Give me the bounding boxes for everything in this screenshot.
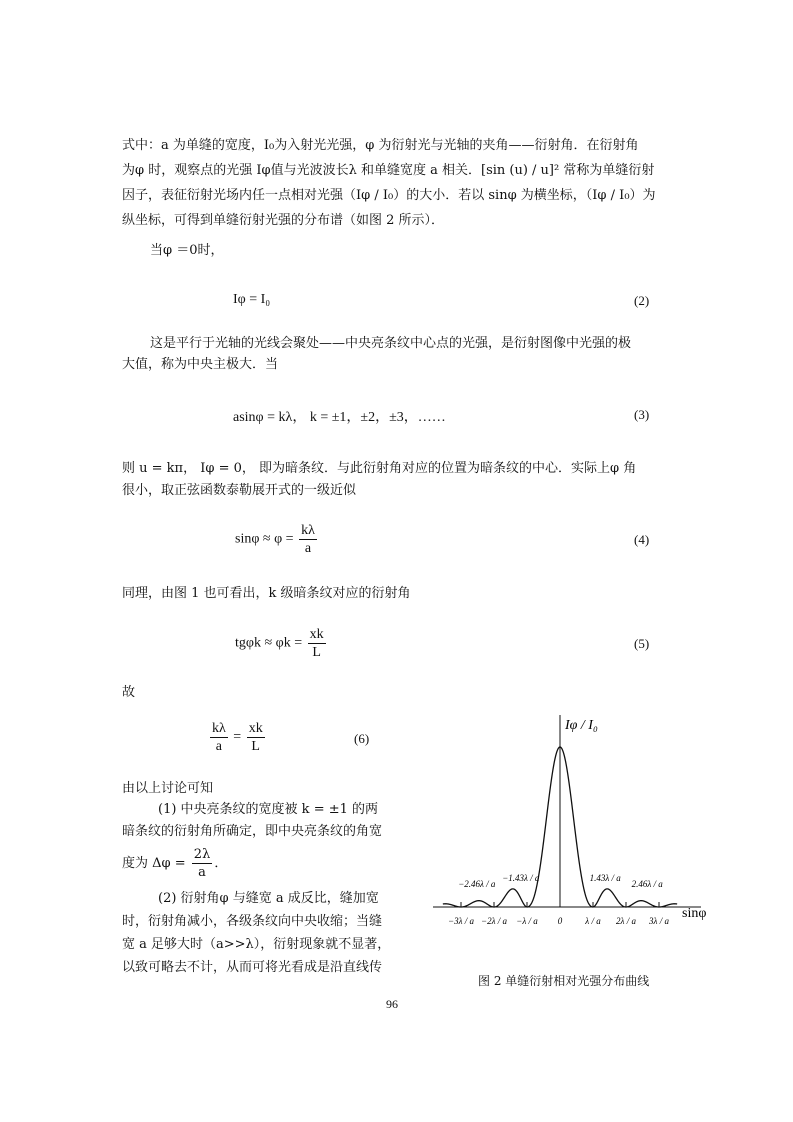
equation-5-fraction <box>308 626 326 661</box>
conclusion-2-line1: (2) 衍射角φ 与缝宽 a 成反比，缝加宽 <box>158 891 379 906</box>
equation-6-numerator-right: xk <box>248 721 263 736</box>
equation-4-number: (4) <box>634 532 650 547</box>
conclusion-1-numerator: 2λ <box>193 847 211 862</box>
conclusion-2-line2: 时，衍射角减小，各级条纹向中央收缩；当缝 <box>122 914 383 929</box>
paragraph3-line2: 很小，取正弦函数泰勒展开式的一级近似 <box>122 483 357 498</box>
when-phi-zero: 当φ ＝0时， <box>150 243 224 258</box>
x-tick-label: 3λ / a <box>649 916 669 926</box>
gu-word: 故 <box>122 685 136 700</box>
equation-6-numerator-left: kλ <box>212 721 226 736</box>
equation-5 <box>235 626 328 661</box>
paragraph1-line2: 为φ 时，观察点的光强 Iφ值与光波波长λ 和单缝宽度 a 相关．[sin (u) / u]² 常称为单缝衍射 <box>122 163 655 178</box>
diffraction-chart <box>425 705 725 940</box>
equation-3: asinφ = kλ， k = ±1，±2，±3，…… <box>233 410 446 425</box>
equation-6-fraction-right <box>247 720 265 755</box>
equation-4-fraction <box>299 522 317 557</box>
equation-6 <box>208 720 267 755</box>
conclusion-1-line3 <box>122 846 227 881</box>
paragraph2-line2: 大值，称为中央主极大．当 <box>122 357 279 372</box>
equation-6-denominator-right: L <box>251 739 260 754</box>
y-axis-label: Iφ / I₀ <box>565 718 598 733</box>
conclusion-1-prefix: 度为 Δφ = <box>122 856 186 871</box>
x-tick-label: 0 <box>557 916 563 926</box>
conclusion-1-line2: 暗条纹的衍射角所确定，即中央亮条纹的角宽 <box>122 824 383 839</box>
equation-2: Iφ = I₀ <box>233 292 271 307</box>
conclusion-2-line4: 以致可略去不计，从而可将光看成是沿直线传 <box>122 960 383 975</box>
equation-5-denominator: L <box>312 645 321 660</box>
paragraph1-line3: 因子，表征衍射光场内任一点相对光强（Iφ / I₀）的大小．若以 sinφ 为横坐标，（Iφ / I₀）为 <box>122 188 656 203</box>
x-tick-label: λ / a <box>585 916 601 926</box>
equation-3-number: (3) <box>634 407 650 422</box>
x-tick-label: −λ / a <box>516 916 538 926</box>
paragraph1-line1: 式中：a 为单缝的宽度，I₀为入射光光强，φ 为衍射光与光轴的夹角——衍射角．在衍射角 <box>122 138 639 153</box>
conclusion-heading: 由以上讨论可知 <box>122 781 214 796</box>
conclusion-2-line3: 宽 a 足够大时（a>>λ），衍射现象就不显著， <box>122 937 391 952</box>
equation-4-numerator: kλ <box>301 523 315 538</box>
x-tick-label: −2λ / a <box>481 916 507 926</box>
annotation-label: −2.46λ / a <box>458 879 496 889</box>
annotation-label: −1.43λ / a <box>502 873 540 883</box>
paragraph4: 同理，由图 1 也可看出，k 级暗条纹对应的衍射角 <box>122 586 411 601</box>
paragraph2-line1: 这是平行于光轴的光线会聚处——中央亮条纹中心点的光强，是衍射图像中光强的极 <box>150 336 632 351</box>
page-number: 96 <box>386 997 398 1011</box>
paragraph3-line1: 则 u = kπ， Iφ = 0， 即为暗条纹．与此衍射角对应的位置为暗条纹的中心．实际上φ 角 <box>122 461 637 476</box>
equation-5-numerator: xk <box>309 627 324 642</box>
conclusion-1-line1: (1) 中央亮条纹的宽度被 k = ±1 的两 <box>158 802 379 817</box>
annotation-label: 1.43λ / a <box>589 873 621 883</box>
equation-6-fraction-left <box>210 720 228 755</box>
equation-4 <box>235 522 319 557</box>
equation-5-number: (5) <box>634 636 650 651</box>
equation-5-left: tgφk ≈ φk = <box>235 635 303 651</box>
paragraph1-line4: 纵坐标，可得到单缝衍射光强的分布谱（如图 2 所示）． <box>122 213 445 228</box>
x-tick-label: −3λ / a <box>448 916 474 926</box>
equation-6-equals: = <box>233 729 242 745</box>
annotation-label: 2.46λ / a <box>631 879 663 889</box>
equation-6-number: (6) <box>354 731 370 746</box>
conclusion-1-denominator: a <box>198 865 206 880</box>
conclusion-1-suffix: ． <box>214 856 228 871</box>
x-axis-label: sinφ <box>682 906 707 921</box>
equation-6-denominator-left: a <box>215 739 222 754</box>
equation-2-number: (2) <box>634 293 650 308</box>
equation-4-denominator: a <box>304 541 312 556</box>
figure-caption: 图 2 单缝衍射相对光强分布曲线 <box>478 974 650 988</box>
x-tick-label: 2λ / a <box>616 916 636 926</box>
conclusion-1-fraction <box>192 846 213 881</box>
equation-4-left: sinφ ≈ φ = <box>235 531 294 547</box>
